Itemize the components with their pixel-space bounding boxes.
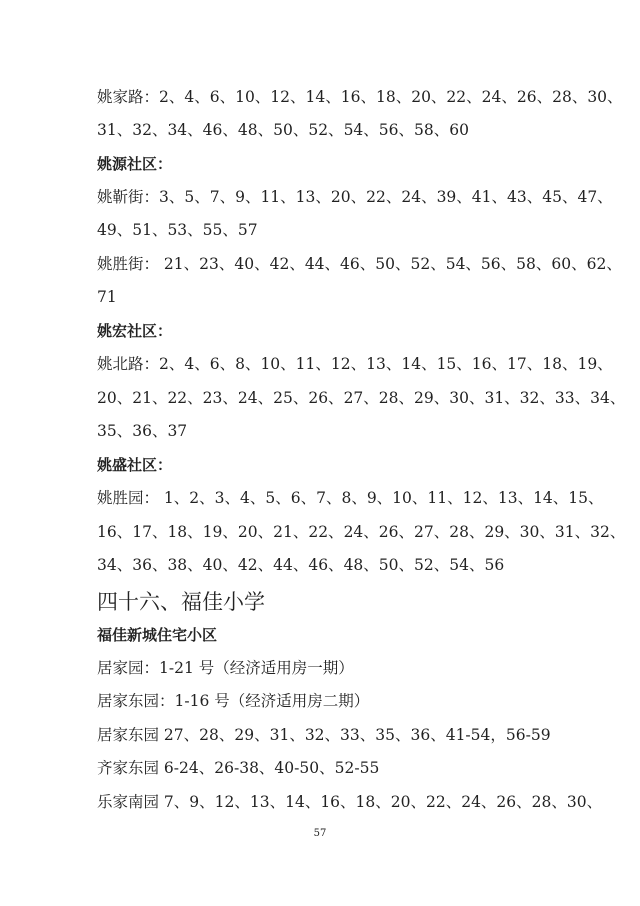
chapter-heading: 四十六、福佳小学 [97,590,265,614]
text-line: 49、51、53、55、57 [97,221,258,239]
text-line: 姚北路：2、4、6、8、10、11、12、13、14、15、16、17、18、19、 [97,355,613,373]
section-heading: 姚宏社区： [97,322,173,340]
page-number: 57 [313,828,327,839]
text-line: 71 [97,288,117,306]
text-line: 乐家南园 7、9、12、13、14、16、18、20、22、24、26、28、30、 [97,793,603,811]
text-line: 居家东园：1-16 号（经济适用房二期） [97,692,370,710]
text-line: 居家东园 27、28、29、31、32、33、35、36、41-54，56-59 [97,726,551,744]
text-line: 31、32、34、46、48、50、52、54、56、58、60 [97,121,469,139]
text-line: 姚家路：2、4、6、10、12、14、16、18、20、22、24、26、28、30、 [97,88,623,106]
text-line: 35、36、37 [97,422,188,440]
text-line: 20、21、22、23、24、25、26、27、28、29、30、31、32、33、34、 [97,389,626,407]
section-heading: 姚盛社区： [97,456,173,474]
text-line: 16、17、18、19、20、21、22、24、26、27、28、29、30、31、32、 [97,523,626,541]
text-line: 居家园：1-21 号（经济适用房一期） [97,659,354,677]
text-line: 姚胜园： 1、2、3、4、5、6、7、8、9、10、11、12、13、14、15、 [97,489,604,507]
text-line: 齐家东园 6-24、26-38、40-50、52-55 [97,759,380,777]
section-heading: 姚源社区： [97,155,173,173]
text-line: 姚靳街：3、5、7、9、11、13、20、22、24、39、41、43、45、47、 [97,188,613,206]
section-heading: 福佳新城住宅小区 [97,626,218,644]
text-line: 姚胜街： 21、23、40、42、44、46、50、52、54、56、58、60、62、 [97,255,622,273]
text-line: 34、36、38、40、42、44、46、48、50、52、54、56 [97,556,505,574]
